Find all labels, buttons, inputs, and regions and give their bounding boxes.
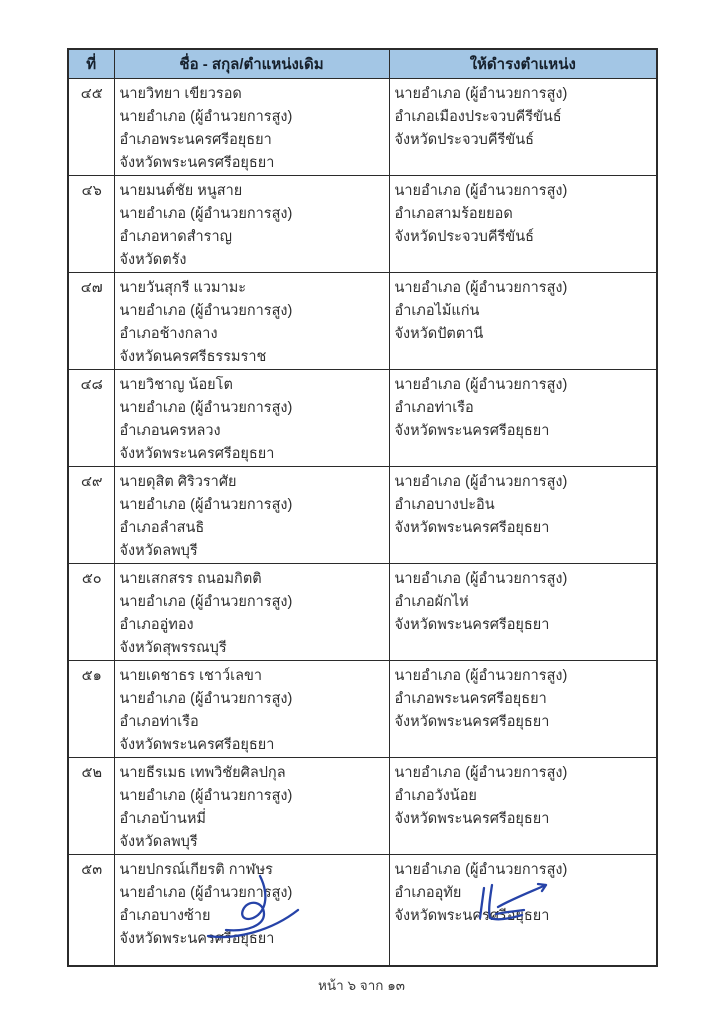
table-row xyxy=(68,369,657,466)
cell-no: ๕๓ xyxy=(68,854,114,966)
text-line: นายอำเภอ (ผู้อำนวยการสูง) xyxy=(394,85,568,102)
table-row xyxy=(68,854,657,966)
text-line: จังหวัดนครศรีธรรมราช xyxy=(119,348,267,365)
text-line: นายเสกสรร ถนอมกิตติ xyxy=(119,570,262,587)
text-line: นายดุสิต ศิริวราศัย xyxy=(119,473,237,490)
cell-appointed-position xyxy=(389,757,657,854)
text-line: จังหวัดพระนครศรีอยุธยา xyxy=(394,907,550,924)
text-line: จังหวัดลพบุรี xyxy=(119,542,198,559)
text-line: จังหวัดพระนครศรีอยุธยา xyxy=(394,810,550,827)
text-line: อำเภอพระนครศรีอยุธยา xyxy=(119,131,272,148)
text-line: นายมนต์ชัย หนูสาย xyxy=(119,182,243,199)
text-line: นายอำเภอ (ผู้อำนวยการสูง) xyxy=(119,496,293,513)
cell-no: ๕๐ xyxy=(68,563,114,660)
appointment-table xyxy=(67,48,658,967)
cell-former-position xyxy=(114,369,389,466)
cell-appointed-position xyxy=(389,78,657,175)
text-line: นายอำเภอ (ผู้อำนวยการสูง) xyxy=(119,302,293,319)
cell-no: ๕๒ xyxy=(68,757,114,854)
table-row xyxy=(68,272,657,369)
text-line: จังหวัดสุพรรณบุรี xyxy=(119,639,227,656)
col-header-appointed-position: ให้ดำรงตำแหน่ง xyxy=(389,49,657,78)
cell-no: ๔๙ xyxy=(68,466,114,563)
text-line: นายอำเภอ (ผู้อำนวยการสูง) xyxy=(119,690,293,707)
cell-appointed-position xyxy=(389,660,657,757)
cell-appointed-position xyxy=(389,175,657,272)
text-line: นายอำเภอ (ผู้อำนวยการสูง) xyxy=(394,667,568,684)
text-line: จังหวัดพระนครศรีอยุธยา xyxy=(394,616,550,633)
text-line: จังหวัดพระนครศรีอยุธยา xyxy=(119,445,275,462)
text-line: นายอำเภอ (ผู้อำนวยการสูง) xyxy=(119,108,293,125)
text-line: อำเภออุทัย xyxy=(394,884,462,901)
text-line: นายอำเภอ (ผู้อำนวยการสูง) xyxy=(394,376,568,393)
page-number: หน้า ๖ จาก ๑๓ xyxy=(318,978,405,993)
text-line: อำเภอพระนครศรีอยุธยา xyxy=(394,690,547,707)
cell-former-position xyxy=(114,563,389,660)
cell-no: ๔๖ xyxy=(68,175,114,272)
text-line: อำเภอเมืองประจวบคีรีขันธ์ xyxy=(394,108,562,125)
cell-former-position xyxy=(114,175,389,272)
text-line: จังหวัดพระนครศรีอยุธยา xyxy=(394,713,550,730)
cell-no: ๕๑ xyxy=(68,660,114,757)
text-line: นายอำเภอ (ผู้อำนวยการสูง) xyxy=(394,473,568,490)
cell-former-position xyxy=(114,272,389,369)
text-line: นายธีรเมธ เทพวิชัยศิลปกุล xyxy=(119,764,286,781)
cell-former-position xyxy=(114,466,389,563)
table-header xyxy=(68,49,657,78)
cell-appointed-position xyxy=(389,854,657,966)
text-line: นายวันสุกรี แวมามะ xyxy=(119,279,247,296)
text-line: อำเภอลำสนธิ xyxy=(119,519,205,536)
text-line: นายอำเภอ (ผู้อำนวยการสูง) xyxy=(394,279,568,296)
text-line: อำเภอท่าเรือ xyxy=(394,399,474,416)
text-line: อำเภอท่าเรือ xyxy=(119,713,199,730)
text-line: นายอำเภอ (ผู้อำนวยการสูง) xyxy=(119,205,293,222)
table-row xyxy=(68,660,657,757)
table-row xyxy=(68,757,657,854)
text-line: อำเภอวังน้อย xyxy=(394,787,477,804)
text-line: นายวิทยา เขียวรอด xyxy=(119,85,242,102)
text-line: อำเภอบ้านหมี่ xyxy=(119,810,206,827)
text-line: อำเภอช้างกลาง xyxy=(119,325,218,342)
text-line: จังหวัดพระนครศรีอยุธยา xyxy=(119,154,275,171)
table-body xyxy=(68,78,657,966)
text-line: นายอำเภอ (ผู้อำนวยการสูง) xyxy=(394,764,568,781)
text-line: จังหวัดประจวบคีรีขันธ์ xyxy=(394,228,534,245)
cell-former-position xyxy=(114,660,389,757)
cell-no: ๔๗ xyxy=(68,272,114,369)
cell-former-position xyxy=(114,854,389,966)
text-line: นายอำเภอ (ผู้อำนวยการสูง) xyxy=(119,593,293,610)
text-line: จังหวัดพระนครศรีอยุธยา xyxy=(119,930,275,947)
table-row xyxy=(68,78,657,175)
text-line: อำเภอนครหลวง xyxy=(119,422,221,439)
text-line: นายอำเภอ (ผู้อำนวยการสูง) xyxy=(119,884,293,901)
cell-former-position xyxy=(114,78,389,175)
cell-no: ๔๕ xyxy=(68,78,114,175)
cell-former-position xyxy=(114,757,389,854)
col-header-former-position: ชื่อ - สกุล/ตำแหน่งเดิม xyxy=(114,49,389,78)
text-line: นายอำเภอ (ผู้อำนวยการสูง) xyxy=(394,861,568,878)
cell-appointed-position xyxy=(389,369,657,466)
text-line: อำเภอบางปะอิน xyxy=(394,496,495,513)
table-row xyxy=(68,466,657,563)
cell-appointed-position xyxy=(389,466,657,563)
text-line: จังหวัดปัตตานี xyxy=(394,325,484,342)
text-line: อำเภออู่ทอง xyxy=(119,616,194,633)
text-line: นายวิชาญ น้อยโต xyxy=(119,376,233,393)
table-row xyxy=(68,563,657,660)
text-line: จังหวัดประจวบคีรีขันธ์ xyxy=(394,131,534,148)
text-line: อำเภอสามร้อยยอด xyxy=(394,205,513,222)
text-line: จังหวัดลพบุรี xyxy=(119,833,198,850)
text-line: นายอำเภอ (ผู้อำนวยการสูง) xyxy=(119,787,293,804)
text-line: อำเภอไม้แก่น xyxy=(394,302,480,319)
table-row xyxy=(68,175,657,272)
text-line: นายอำเภอ (ผู้อำนวยการสูง) xyxy=(119,399,293,416)
cell-appointed-position xyxy=(389,272,657,369)
text-line: อำเภอหาดสำราญ xyxy=(119,228,232,245)
text-line: จังหวัดพระนครศรีอยุธยา xyxy=(119,736,275,753)
text-line: จังหวัดตรัง xyxy=(119,251,187,268)
text-line: นายเดชาธร เชาว์เลขา xyxy=(119,667,263,684)
cell-appointed-position xyxy=(389,563,657,660)
text-line: อำเภอผักไห่ xyxy=(394,593,469,610)
col-header-no: ที่ xyxy=(68,49,114,78)
text-line: นายอำเภอ (ผู้อำนวยการสูง) xyxy=(394,570,568,587)
text-line: จังหวัดพระนครศรีอยุธยา xyxy=(394,422,550,439)
cell-no: ๔๘ xyxy=(68,369,114,466)
text-line: อำเภอบางซ้าย xyxy=(119,907,211,924)
text-line: นายปกรณ์เกียรติ กาฬษร xyxy=(119,861,273,878)
text-line: จังหวัดพระนครศรีอยุธยา xyxy=(394,519,550,536)
text-line: นายอำเภอ (ผู้อำนวยการสูง) xyxy=(394,182,568,199)
